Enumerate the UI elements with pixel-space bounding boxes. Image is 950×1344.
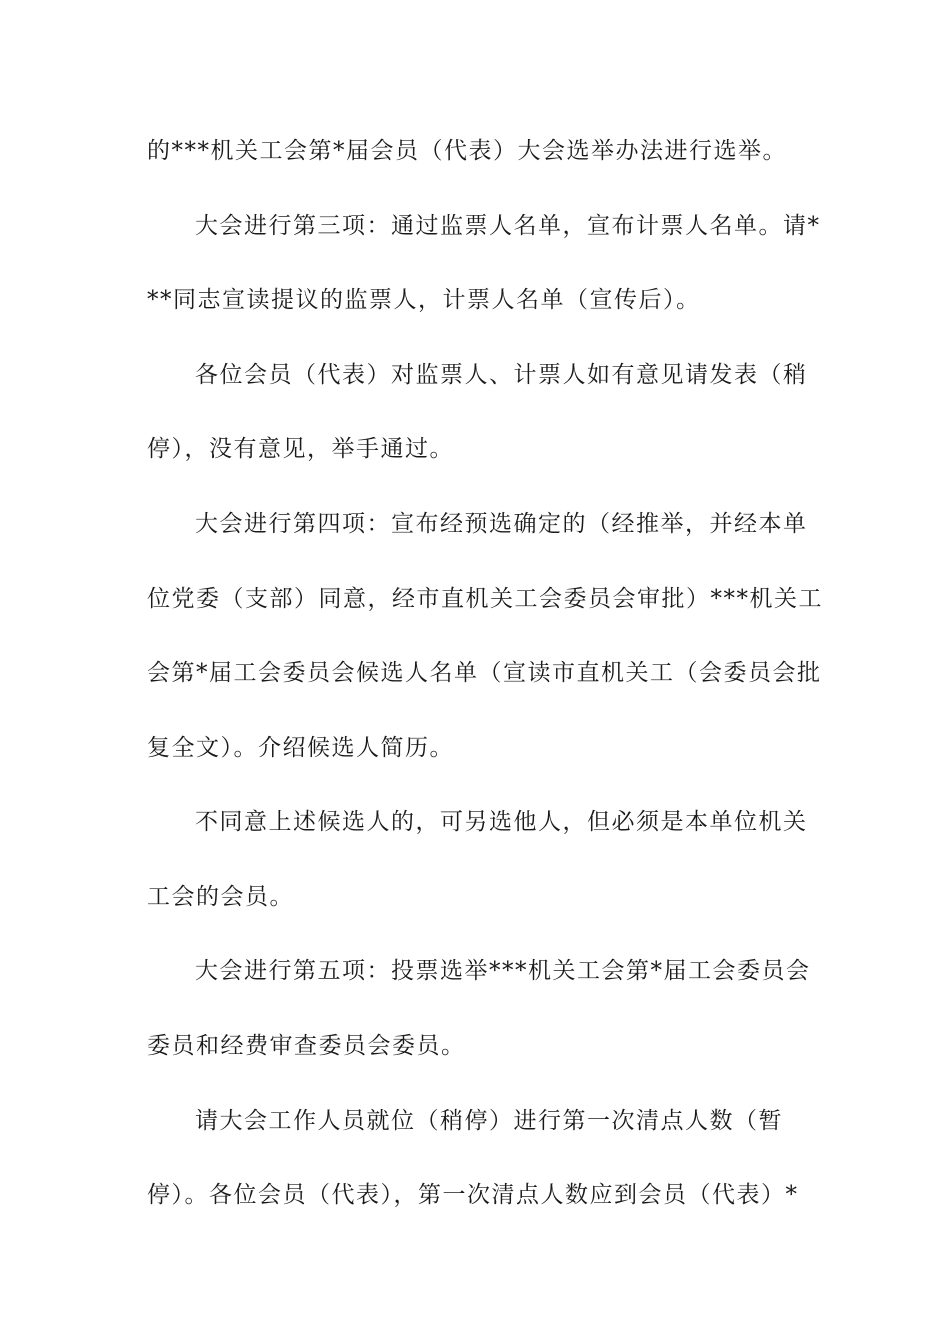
text-line: 复全文）。介绍候选人简历。 <box>147 735 454 761</box>
text-line: 不同意上述候选人的，可另选他人，但必须是本单位机关 <box>195 809 808 835</box>
text-line: 停），没有意见，举手通过。 <box>147 436 454 462</box>
text-line: **同志宣读提议的监票人，计票人名单（宣传后）。 <box>147 287 701 313</box>
text-line: 位党委（支部）同意，经市直机关工会委员会审批）***机关工 <box>147 586 823 612</box>
text-line: 工会的会员。 <box>147 884 294 910</box>
text-line: 大会进行第三项：通过监票人名单，宣布计票人名单。请* <box>195 213 821 239</box>
text-line: 请大会工作人员就位（稍停）进行第一次清点人数（暂 <box>195 1108 783 1134</box>
text-line: 的***机关工会第*届会员（代表）大会选举办法进行选举。 <box>147 138 787 164</box>
text-line: 委员和经费审查委员会委员。 <box>147 1033 466 1059</box>
text-line: 各位会员（代表）对监票人、计票人如有意见请发表（稍 <box>195 362 808 388</box>
text-line: 大会进行第四项：宣布经预选确定的（经推举，并经本单 <box>195 511 808 537</box>
text-line: 停）。各位会员（代表），第一次清点人数应到会员（代表）* <box>147 1182 799 1208</box>
text-line: 会第*届工会委员会候选人名单（宣读市直机关工（会委员会批 <box>147 660 822 686</box>
text-line: 大会进行第五项：投票选举***机关工会第*届工会委员会 <box>195 958 811 984</box>
